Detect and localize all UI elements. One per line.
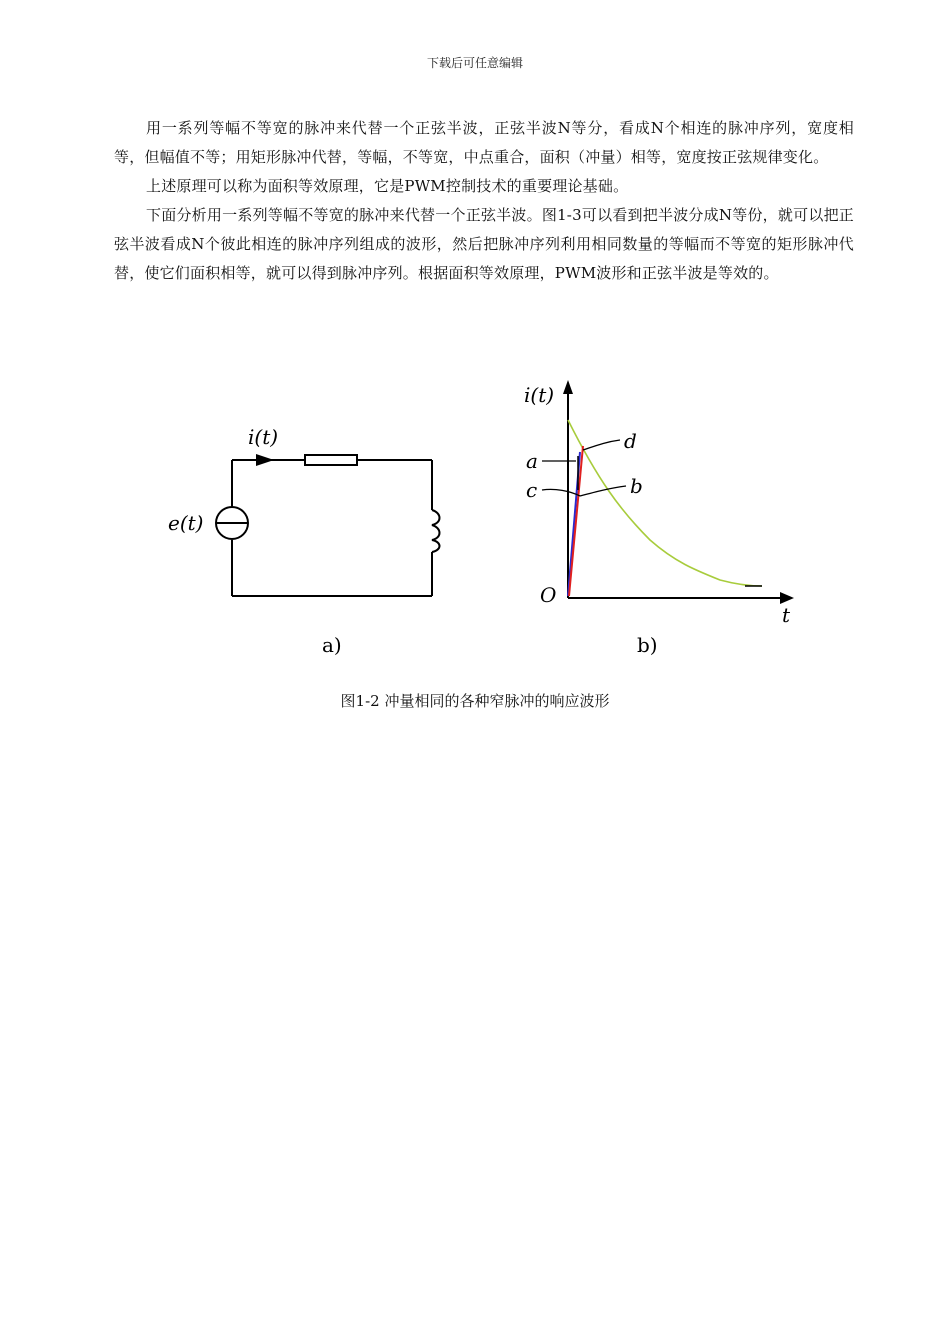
label-c: c <box>526 478 538 502</box>
x-axis-label: t <box>782 603 791 627</box>
page-header: 下载后可任意编辑 <box>426 56 523 70</box>
y-axis-arrow-icon <box>563 380 573 394</box>
y-axis-label: i(t) <box>524 383 555 407</box>
figure-caption: 图1-2 冲量相同的各种窄脉冲的响应波形 <box>340 692 610 710</box>
response-plot <box>524 380 794 657</box>
source-label: e(t) <box>168 511 204 535</box>
figure-svg <box>150 370 830 670</box>
leader-d <box>583 440 620 450</box>
label-a: a <box>526 449 538 473</box>
plot-sub-label: b) <box>637 633 658 657</box>
circuit-diagram <box>216 455 440 596</box>
label-d: d <box>624 429 637 453</box>
figure <box>150 370 830 670</box>
leader-b <box>580 486 626 496</box>
circuit-sub-label: a) <box>322 633 342 657</box>
leader-c <box>542 489 580 496</box>
pulse-response-red <box>569 446 583 596</box>
label-b: b <box>630 474 643 498</box>
current-label: i(t) <box>248 425 279 449</box>
inductor <box>432 510 440 552</box>
paragraph-1: 用一系列等幅不等宽的脉冲来代替一个正弦半波，正弦半波N等分，看成N个相连的脉冲序列，宽度相等，但幅值不等；用矩形脉冲代替，等幅，不等宽，中点重合，面积（冲量）相等，宽度按正弦规律变化。 <box>114 119 854 166</box>
paragraph-3: 下面分析用一系列等幅不等宽的脉冲来代替一个正弦半波。图1-3可以看到把半波分成N等份，就可以把正弦半波看成N个彼此相连的脉冲序列组成的波形，然后把脉冲序列利用相同数量的等幅而不等宽的矩形脉冲代替，使它们面积相等，就可以得到脉冲序列。根据面积等效原理，PWM波形和正弦半波是等效的。 <box>114 206 854 282</box>
origin-label: O <box>540 583 557 607</box>
body-text <box>114 114 854 288</box>
current-arrow-icon <box>256 454 274 466</box>
resistor <box>305 455 357 465</box>
paragraph-2: 上述原理可以称为面积等效原理，它是PWM控制技术的重要理论基础。 <box>146 177 629 195</box>
